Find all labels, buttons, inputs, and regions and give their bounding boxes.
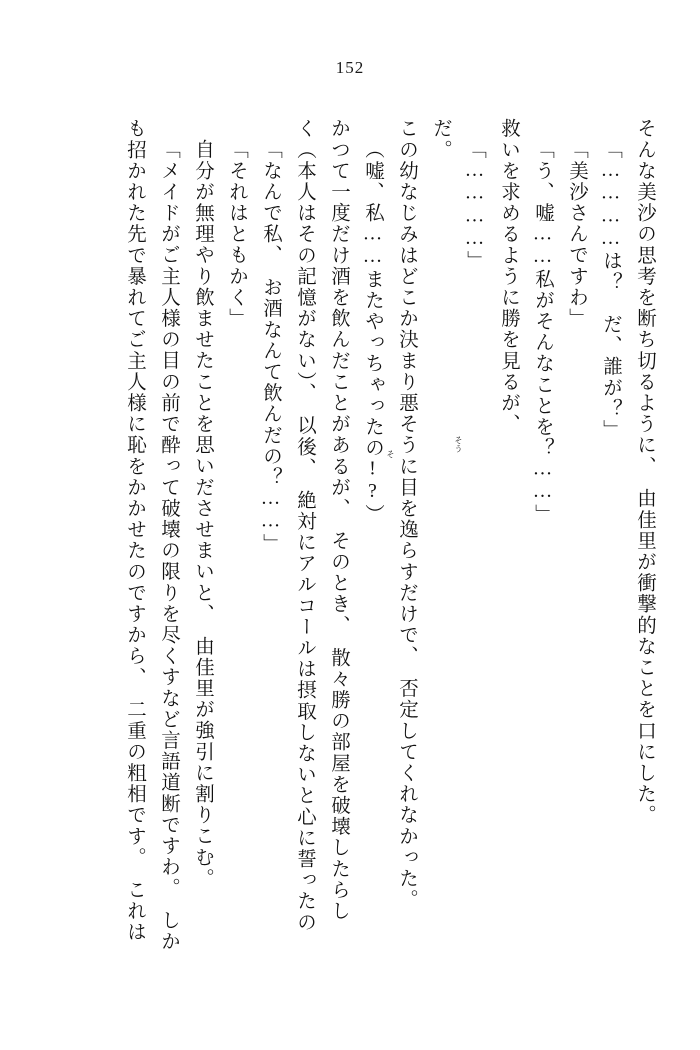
text-line: 自分が無理やり飲ませたことを思いださせまいと、 由佳里が強引に割りこむ。 <box>192 139 213 889</box>
text-line: 「美沙さんですわ」 <box>566 139 587 329</box>
vertical-text-body <box>44 118 654 998</box>
text-line: く（本人はその記憶がない）、 以後、 絶対にアルコールは摂取しないと心に誓ったの <box>294 118 315 933</box>
text-line: この幼なじみはどこか決まり悪そうに目を逸らすだけで、 否定してくれなかった。 <box>396 118 417 911</box>
text-line: かつて一度だけ酒を飲んだことがあるが、 そのとき、 散々勝の部屋を破壊したらし <box>328 118 349 922</box>
page-number: 152 <box>335 58 365 77</box>
text-line: 「う、嘘……私がそんなことを？……」 <box>532 139 553 525</box>
text-line: 「なんで私、 お酒なんて飲んだの？……」 <box>260 139 281 555</box>
text-line: だ。 <box>430 118 451 161</box>
text-line: 「メイドがご主人様の目の前で酔って破壊の限りを尽くすなど言語道断ですわ。 しか <box>158 139 179 953</box>
text-line: 「…………」 <box>464 139 485 272</box>
text-line: 救いを求めるように勝を見るが、 <box>498 118 519 435</box>
text-line: （嘘、私……またやっちゃったの!?） <box>362 139 383 525</box>
text-line: 「…………は？ だ、誰が？」 <box>600 139 621 441</box>
text-line: も招かれた先で暴れてご主人様に恥をかかせたのですから、 二重の粗相です。 これは <box>124 118 145 943</box>
ruby-annotation: そう <box>454 436 463 453</box>
ruby-annotation: そ <box>386 450 395 459</box>
text-line: 「それはともかく」 <box>226 139 247 329</box>
text-line: そんな美沙の思考を断ち切るように、 由佳里が衝撃的なことを口にした。 <box>634 118 655 826</box>
